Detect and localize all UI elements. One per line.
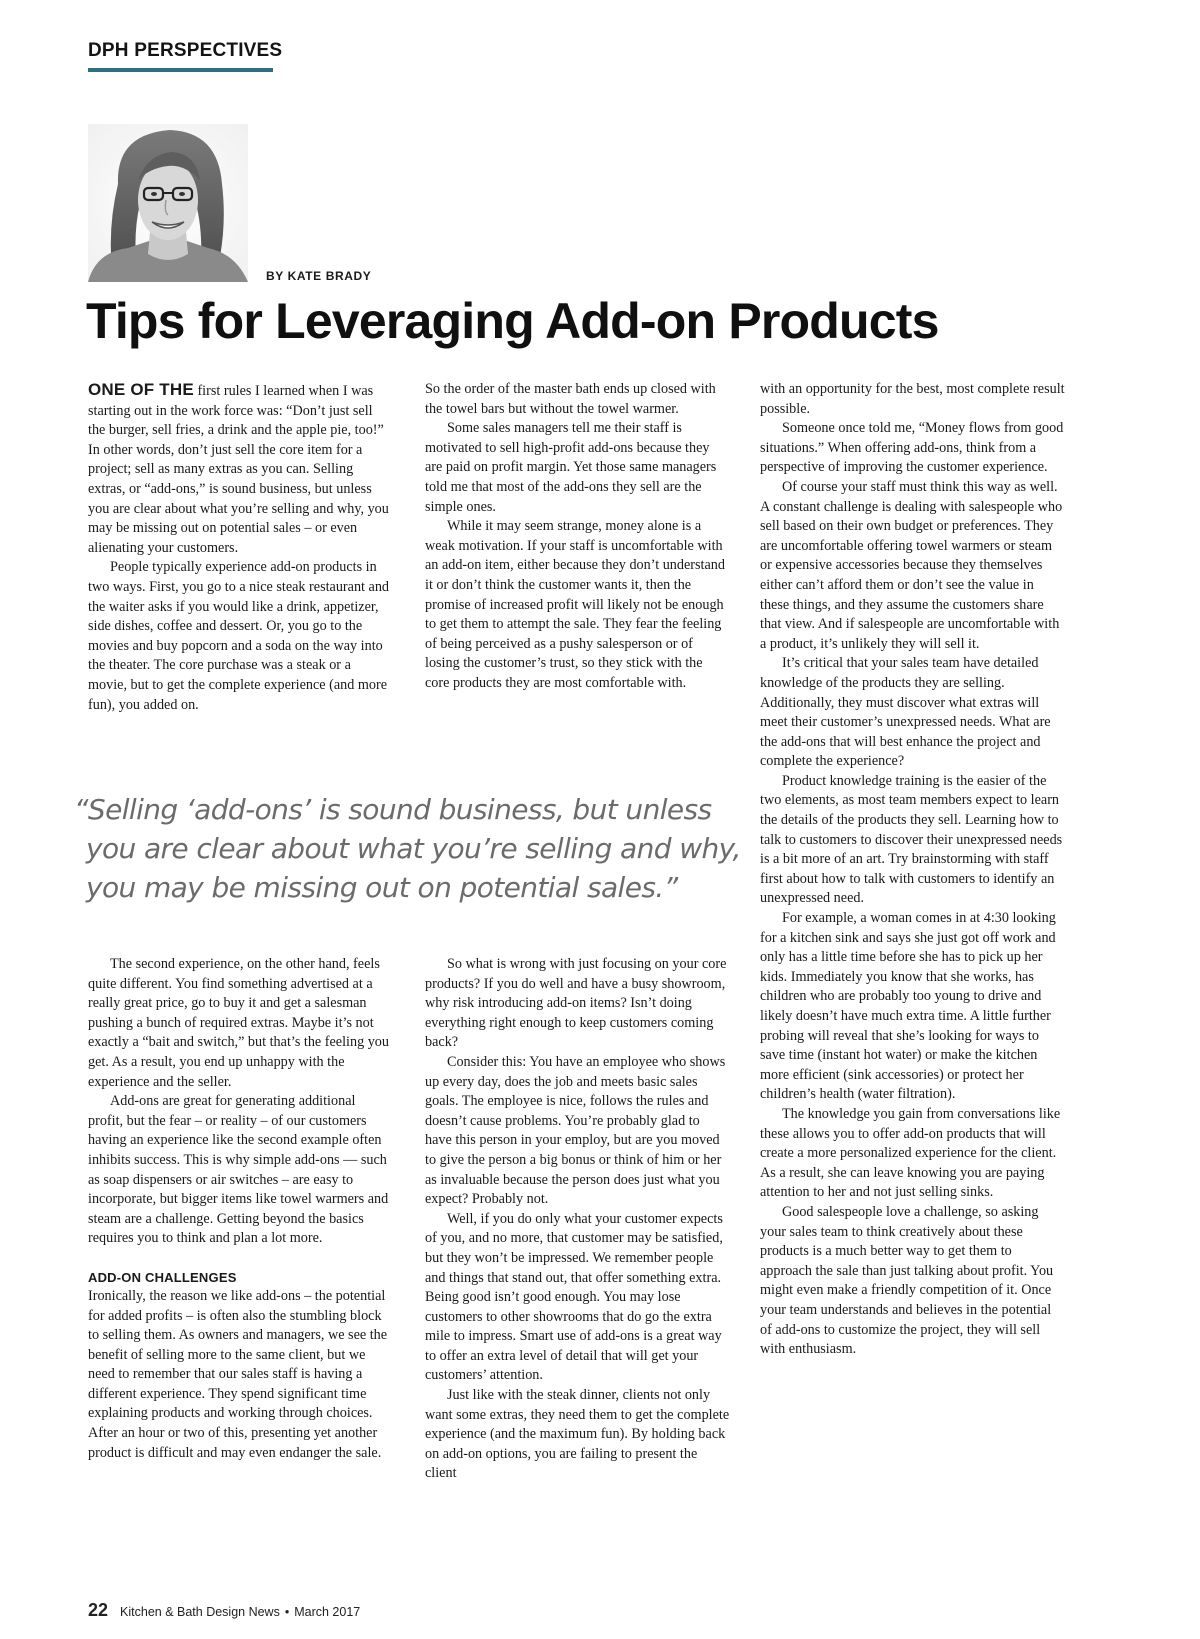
article-paragraph: The knowledge you gain from conversations like these allows you to offer add-on products that will create a more personalized experience for the client. As a result, she can leave knowing you are paying attention to her and not just selling sinks. xyxy=(760,1105,1061,1201)
lead-in: ONE OF THE xyxy=(88,380,194,399)
article-paragraph: with an opportunity for the best, most complete result possible. xyxy=(760,381,1065,417)
pull-quote: “Selling ‘add-ons’ is sound business, but unless you are clear about what you’re selling and why, you may be missing out on potential sales.” xyxy=(74,793,741,904)
section-rule xyxy=(88,68,273,72)
author-portrait xyxy=(88,124,248,282)
publication-name: Kitchen & Bath Design News xyxy=(120,1605,280,1619)
article-paragraph: So the order of the master bath ends up closed with the towel bars but without the towel warmer. xyxy=(425,381,716,417)
article-paragraph xyxy=(88,380,393,558)
article-column-1 xyxy=(88,380,393,715)
article-paragraph: Of course your staff must think this way as well. A constant challenge is dealing with salespeople who sell based on their own budget or preferences. They are uncomfortable offering towel warmers or steam or expensive accessories because they themselves either can’t afford them or don’t see the value in these things, and they assume the customers share that view. And if salespeople are uncomfortable with a product, it’s unlikely they will sell it. xyxy=(760,478,1063,652)
article-paragraph: For example, a woman comes in at 4:30 looking for a kitchen sink and says she just got off work and only has a little time before she has to pick up her kids. Immediately you know that she works, has children who are probably too young to drive and likely doesn’t have much extra time. A little further probing will reveal that she’s looking for ways to save time (instant hot water) or make the kitchen more efficient (sink accessories) or protect her children’s health (water filtration). xyxy=(760,910,1056,1103)
article-paragraph: It’s critical that your sales team have detailed knowledge of the products they are selling. Additionally, they must discover what extras will meet their customer’s unexpressed needs. What are the add-ons that will best enhance the project and complete the experience? xyxy=(760,655,1051,770)
article-paragraph: Consider this: You have an employee who shows up every day, does the job and meets basic sales goals. The employee is nice, follows the rules and doesn’t cause problems. You’re probably glad to have this person in your employ, but are you moved to give the person a big bonus or think of him or her as invaluable because the person does just what you expect? Probably not. xyxy=(425,1053,726,1208)
article-paragraph: Good salespeople love a challenge, so asking your sales team to think creatively about these products is a much better way to get them to approach the sale than just talking about profit. You might even make a friendly competition of it. Once your team understands and believes in the potential of add-ons to customize the project, they will sell with enthusiasm. xyxy=(760,1203,1054,1358)
issue-date: March 2017 xyxy=(294,1605,361,1619)
subhead: ADD-ON CHALLENGES xyxy=(88,1269,237,1285)
article-paragraph: Just like with the steak dinner, clients not only want some extras, they need them to get the complete experience (and the maximum fun). By holding back on add-on options, you are failing to present the client xyxy=(425,1387,730,1482)
article-column-4 xyxy=(88,955,393,1463)
article-paragraph: Product knowledge training is the easier of the two elements, as most team members expect to learn the details of the products they sell. Learning how to talk to customers to discover their unexpressed needs is a bit more of an art. Try brainstorming with staff first about how to talk with customers to identify an unexpressed need. xyxy=(760,772,1063,907)
article-paragraph: The second experience, on the other hand, feels quite different. You find something advertised at a really great price, go to buy it and get a salesman pushing a bunch of required extras. Maybe it’s not exactly a “bait and switch,” but that’s the feeling you get. As a result, you end up unhappy with the experience and the seller. xyxy=(88,956,389,1090)
section-label: DPH PERSPECTIVES xyxy=(88,40,283,61)
page-number: 22 xyxy=(88,1600,109,1620)
article-column-5 xyxy=(425,955,730,1484)
article-column-3 xyxy=(760,380,1065,1360)
article-paragraph: Well, if you do only what your customer expects of you, and no more, that customer may be satisfied, but they won’t be impressed. We remember people and things that stand out, that offer something extra. Being good isn’t good enough. You may lose customers to other showrooms that do go the extra mile to impress. Smart use of add-ons is a great way to offer an extra level of detail that will get your customers’ attention. xyxy=(425,1210,723,1384)
article-paragraph: Add-ons are great for generating additional profit, but the fear – or reality – of our customers having an experience like the second example often inhibits success. This is why simple add-ons — such as soap dispensers or air switches – are easy to incorporate, but bigger items like towel warmers and steam are a challenge. Getting beyond the basics requires you to think and plan a lot more. xyxy=(88,1093,389,1247)
article-paragraph: Someone once told me, “Money flows from good situations.” When offering add-ons, think from a perspective of improving the customer experience. xyxy=(760,420,1064,476)
byline: BY KATE BRADY xyxy=(266,269,372,283)
article-headline: Tips for Leveraging Add-on Products xyxy=(86,293,939,349)
article-paragraph: People typically experience add-on products in two ways. First, you go to a nice steak restaurant and the waiter asks if you would like a drink, appetizer, side dishes, coffee and dessert. Or, you go to the movies and buy popcorn and a soda on the way into the theater. The core purchase was a steak or a movie, but to get the complete experience (and more fun), you added on. xyxy=(88,559,390,713)
article-paragraph: Ironically, the reason we like add-ons – the potential for added profits – is often also the stumbling block to selling them. As owners and managers, we see the benefit of selling more to the same client, but we need to remember that our sales staff is having a different experience. They spend significant time explaining products and working through choices. After an hour or two of this, presenting yet another product is difficult and may even endanger the sale. xyxy=(88,1287,388,1461)
article-column-2 xyxy=(425,380,730,694)
page-footer xyxy=(88,1600,360,1621)
article-paragraph: Some sales managers tell me their staff is motivated to sell high-profit add-ons because they are paid on profit margin. Yet those same managers told me that most of the add-ons they sell are the simple ones. xyxy=(425,420,717,515)
footer-separator: • xyxy=(284,1605,290,1619)
article-paragraph: While it may seem strange, money alone is a weak motivation. If your staff is uncomfortable with an add-on item, either because they don’t understand it or don’t think the customer wants it, then the promise of increased profit will likely not be enough to get them to attempt the sale. They fear the feeling of being perceived as a pushy salesperson or of losing the customer’s trust, so they stick with the core products they are most comfortable with. xyxy=(425,518,725,691)
paragraph-text: first rules I learned when I was starting out in the work force was: “Don’t just sell the burger, sell fries, a drink and the apple pie, too!” In other words, don’t just sell the core item for a project; sell as many extras as you can. Selling extras, or “add-ons,” is sound business, but unless you are clear about what you’re selling and why, you may be missing out on potential sales – or even alienating your customers. xyxy=(88,383,389,556)
article-paragraph: So what is wrong with just focusing on your core products? If you do well and have a busy showroom, why risk introducing add-on items? Isn’t doing everything right enough to keep customers coming back? xyxy=(425,956,727,1051)
